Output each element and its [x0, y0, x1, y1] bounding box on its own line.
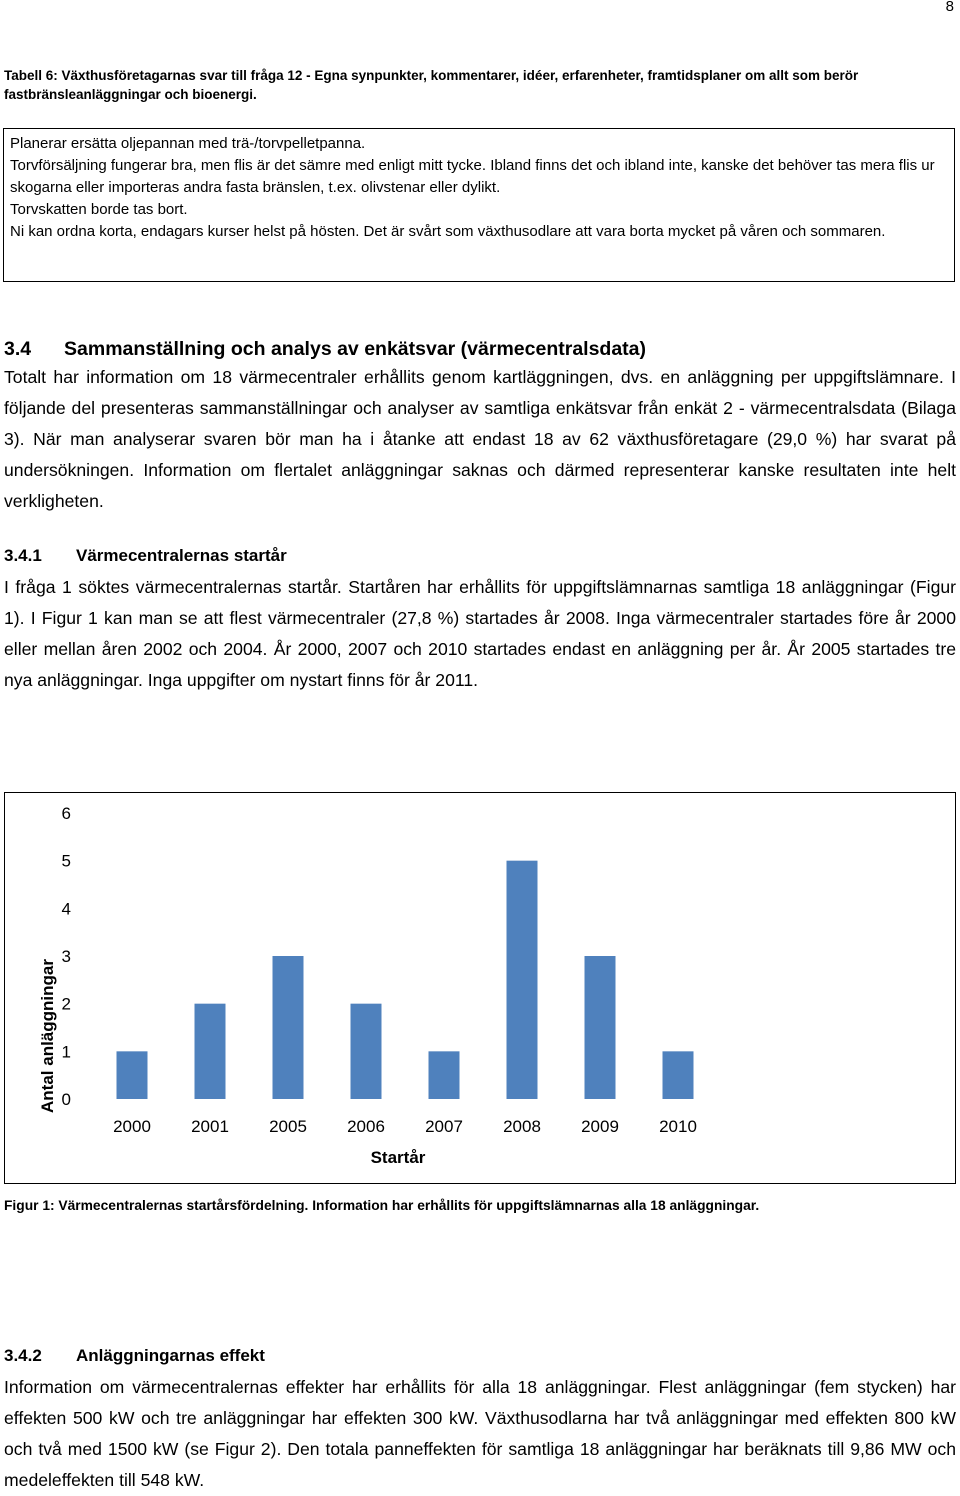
y-tick-label: 6	[61, 804, 71, 823]
y-axis-title: Antal anläggningar	[38, 959, 57, 1113]
x-tick-label: 2008	[503, 1117, 541, 1136]
comment-row: Ni kan ordna korta, endagars kurser helst på hösten. Det är svårt som växthusodlare att vara borta mycket på våren och sommaren.	[10, 223, 886, 240]
bar-2001	[195, 1004, 226, 1099]
comment-row: Torvskatten borde tas bort.	[10, 201, 188, 218]
y-tick-label: 2	[61, 994, 71, 1014]
bar-2006	[351, 1004, 382, 1099]
y-tick-label: 3	[61, 947, 71, 966]
subsection-body: Information om värmecentralernas effekter har erhållits för alla 18 anläggningar. Flest anläggningar (fem stycken) har effekten 500 kW och tre anläggningar har effekten 300 kW. Växthusodlarna har två anläggningar med effekten 800 kW och två med 1500 kW (se Figur 2). Den totala panneffekten för samtliga 18 anläggningar har beräknats till 9,86 MW och medeleffekten till 548 kW.	[4, 1377, 956, 1490]
page-number: 8	[945, 0, 954, 15]
bar-2007	[429, 1051, 460, 1099]
bar-2000	[117, 1051, 148, 1099]
bar-2009	[585, 956, 616, 1099]
subsection-title: Anläggningarnas effekt	[76, 1346, 265, 1365]
x-tick-label: 2006	[347, 1117, 385, 1136]
bar-2008	[507, 861, 538, 1099]
y-tick-label: 4	[61, 899, 71, 919]
bar-2010	[663, 1051, 694, 1099]
subsection-heading	[4, 1344, 956, 1368]
section-number: 3.4	[4, 338, 32, 360]
subsection-title: Värmecentralernas startår	[76, 546, 287, 565]
y-tick-label: 0	[61, 1090, 71, 1109]
section-3-4	[4, 336, 956, 517]
x-tick-label: 2009	[581, 1117, 619, 1136]
x-tick-label: 2000	[113, 1117, 151, 1136]
subsection-body: I fråga 1 söktes värmecentralernas startår. Startåren har erhållits för uppgiftslämnarnas samtliga 18 anläggningar (Figur 1). I Figur 1 kan man se att flest värmecentraler (27,8 %) startades år 2008. Inga värmecentraler startades före år 2000 eller mellan åren 2002 och 2004. År 2000, 2007 och 2010 startades endast en anläggning per år. År 2005 startades tre nya anläggningar. Inga uppgifter om nystart finns för år 2011.	[4, 577, 956, 690]
comments-table	[3, 128, 955, 282]
section-heading	[4, 336, 956, 362]
chart-frame	[4, 792, 956, 1184]
x-axis-title: Startår	[370, 1148, 426, 1167]
bar-2005	[273, 956, 304, 1099]
x-tick-label: 2001	[191, 1117, 229, 1136]
x-tick-labels	[113, 1117, 697, 1136]
y-tick-label: 5	[61, 851, 71, 871]
subsection-number: 3.4.2	[4, 1346, 42, 1365]
section-3-4-1	[4, 544, 956, 696]
bars	[117, 861, 694, 1099]
x-tick-label: 2005	[269, 1117, 307, 1136]
x-tick-label: 2007	[425, 1117, 463, 1136]
section-body: Totalt har information om 18 värmecentraler erhållits genom kartläggningen, dvs. en anläggning per uppgiftslämnare. I följande del presenteras sammanställningar och analyser av samtliga enkätsvar från enkät 2 - värmecentralsdata (Bilaga 3). När man analyserar svaren bör man ha i åtanke att endast 18 av 62 växthusföretagare (29,0 %) har svarat på undersökningen. Information om flertalet anläggningar saknas och därmed representerar kanske resultaten inte helt verkligheten.	[4, 367, 956, 511]
subsection-number: 3.4.1	[4, 546, 42, 565]
y-tick-label: 1	[61, 1042, 71, 1062]
figure-caption: Figur 1: Värmecentralernas startårsfördelning. Information har erhållits för uppgiftslämnarnas alla 18 anläggningar.	[4, 1198, 760, 1213]
comment-row: Torvförsäljning fungerar bra, men flis är det sämre med enligt mitt tycke. Ibland finns det och ibland inte, kanske det behöver tas mera flis ur skogarna eller importeras andra fasta bränslen, t.ex. olivstenar eller dylikt.	[10, 157, 935, 196]
x-tick-label: 2010	[659, 1117, 697, 1136]
comment-row: Planerar ersätta oljepannan med trä-/torvpelletpanna.	[10, 135, 366, 152]
bar-chart	[5, 793, 955, 1183]
section-title: Sammanställning och analys av enkätsvar (värmecentralsdata)	[64, 338, 647, 360]
subsection-heading	[4, 544, 956, 568]
section-3-4-2	[4, 1344, 956, 1496]
y-tick-labels	[62, 804, 71, 1109]
table-caption: Tabell 6: Växthusföretagarnas svar till fråga 12 - Egna synpunkter, kommentarer, idéer, erfarenheter, framtidsplaner om allt som berör fastbränsleanläggningar och bioenergi.	[4, 68, 859, 102]
